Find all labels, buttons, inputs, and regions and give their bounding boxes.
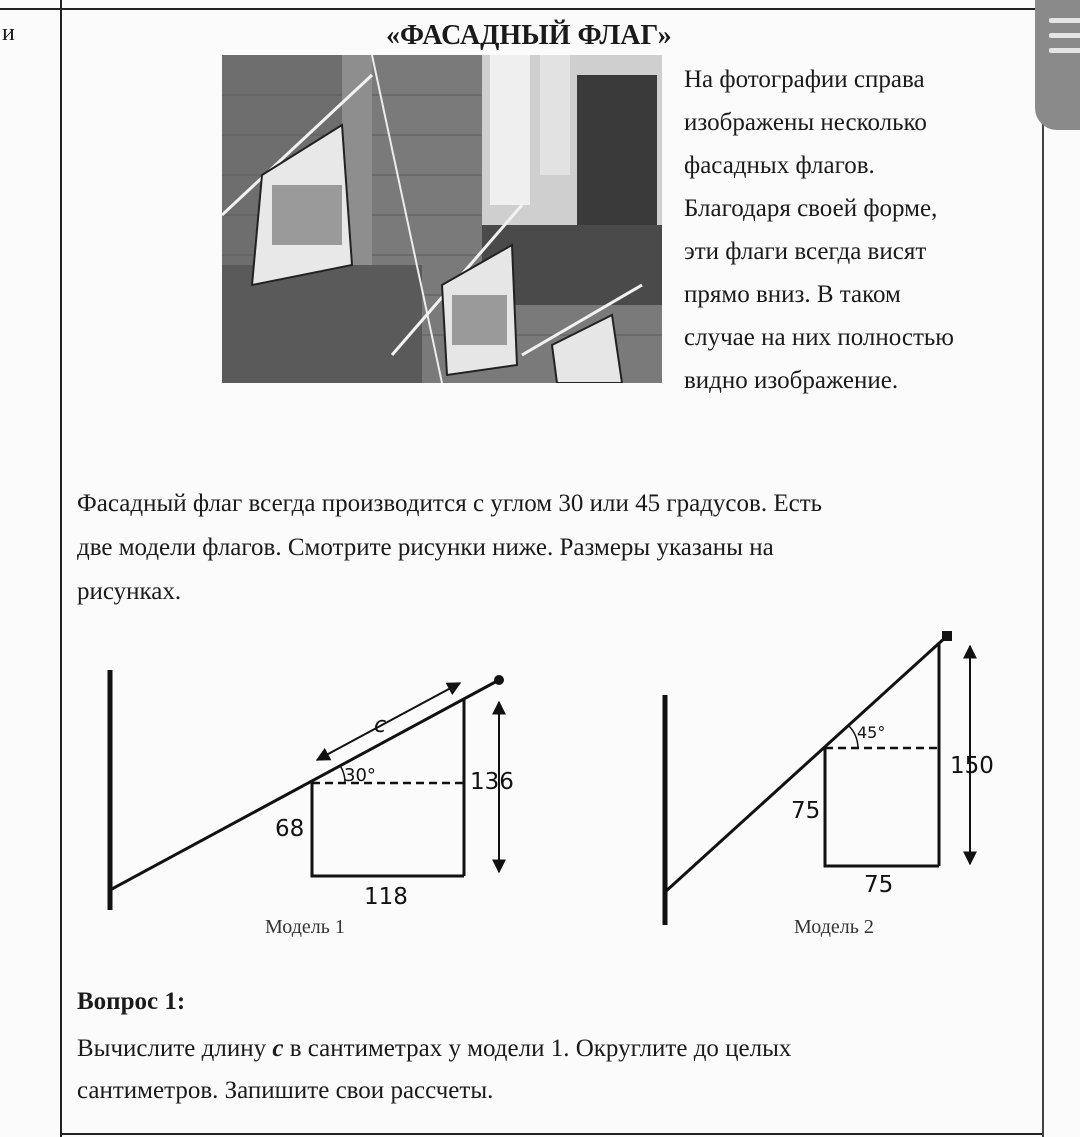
paragraph-line: две модели флагов. Смотрите рисунки ниже. Размеры указаны на — [77, 534, 774, 561]
menu-icon-bar — [1049, 33, 1080, 38]
model-1-caption: Модель 1 — [265, 916, 345, 938]
question-line-1 — [77, 1028, 791, 1070]
intro-line: изображены несколько — [684, 109, 927, 136]
table-left-border — [60, 0, 62, 1137]
question-line-2: сантиметров. Запишите свои рассчеты. — [77, 1077, 494, 1104]
table-top-border — [0, 8, 1044, 10]
angle-label: 45° — [857, 723, 886, 742]
menu-icon-bar — [1049, 18, 1080, 23]
left-cell-text: и — [2, 20, 15, 46]
flag-width-label: 75 — [864, 872, 894, 898]
facade-flags-photo — [222, 55, 662, 383]
paragraph-line: рисунках. — [77, 578, 182, 605]
height-label: 136 — [470, 769, 514, 795]
paragraph-line: Фасадный флаг всегда производится с углом 30 или 45 градусов. Есть — [77, 490, 823, 517]
table-bottom-border — [62, 1133, 1042, 1135]
intro-line: случае на них полностью — [684, 324, 954, 351]
menu-icon-bar — [1049, 48, 1080, 53]
description-paragraph — [77, 482, 1032, 614]
question-title: Вопрос 1: — [77, 988, 186, 1015]
intro-line: прямо вниз. В таком — [684, 281, 901, 308]
question-text — [77, 1028, 791, 1112]
question-text-part: в сантиметрах у модели 1. Округлите до целых — [283, 1035, 792, 1062]
flag-height-label: 68 — [275, 816, 305, 842]
intro-line: фасадных флагов. — [684, 152, 875, 179]
intro-line: Благодаря своей форме, — [684, 195, 938, 222]
intro-text — [684, 58, 1039, 402]
angle-label: 30° — [344, 765, 376, 786]
intro-line: видно изображение. — [684, 367, 899, 394]
height-label: 150 — [950, 753, 994, 779]
model-1-figure — [110, 670, 514, 938]
question-text-part: Вычислите длину — [77, 1035, 273, 1062]
task-title: «ФАСАДНЫЙ ФЛАГ» — [386, 20, 672, 51]
model-2-caption: Модель 2 — [794, 916, 874, 938]
intro-line: эти флаги всегда висят — [684, 238, 927, 265]
flag-width-label: 118 — [364, 884, 408, 910]
model-2-figure — [665, 631, 994, 938]
side-panel-handle[interactable] — [1035, 0, 1080, 130]
variable-c: c — [272, 1035, 284, 1062]
flag-height-label: 75 — [791, 798, 821, 824]
table-right-border — [1042, 0, 1044, 1137]
side-c-label: c — [374, 713, 387, 738]
intro-line: На фотографии справа — [684, 66, 925, 93]
flag-models-diagram — [62, 620, 1040, 950]
